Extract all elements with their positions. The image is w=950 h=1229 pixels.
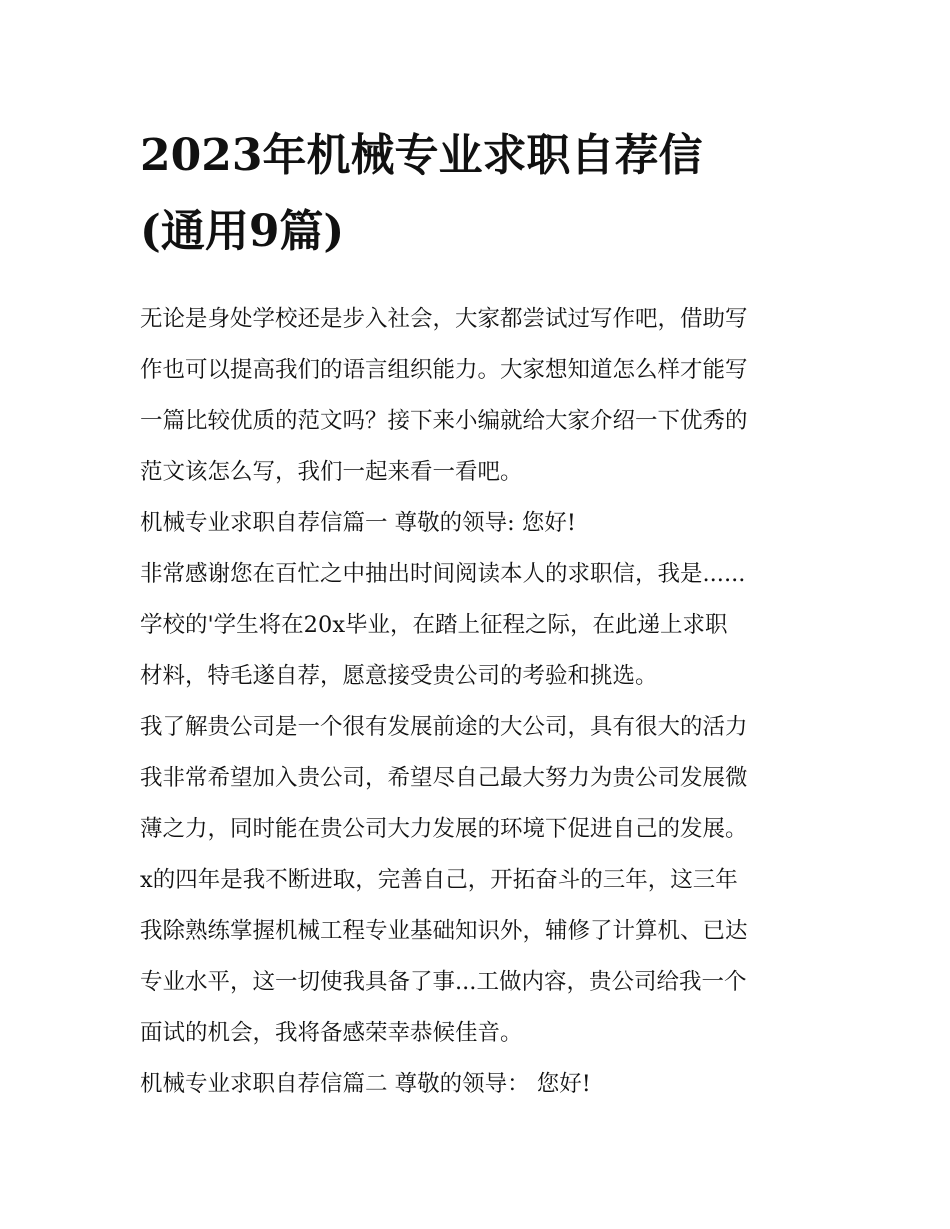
text-line: x的四年是我不断进取，完善自己，开拓奋斗的三年，这三年 xyxy=(140,867,738,893)
text-line: 专业水平，这一切使我具备了事...工做内容，贵公司给我一个 xyxy=(140,969,747,995)
letter-paragraph xyxy=(140,549,820,702)
section-heading-letter-2 xyxy=(140,1059,820,1110)
letter-paragraph xyxy=(140,702,820,855)
text-line: 机械专业求职自荐信篇一 尊敬的领导: 您好! xyxy=(140,510,576,536)
text-line: 我了解贵公司是一个很有发展前途的大公司，具有很大的活力 xyxy=(140,714,748,740)
text-line: 薄之力，同时能在贵公司大力发展的环境下促进自己的发展。 xyxy=(140,816,748,842)
text-line: 学校的'学生将在20x毕业，在踏上征程之际，在此递上求职 xyxy=(140,612,728,638)
text-line: 无论是身处学校还是步入社会，大家都尝试过写作吧，借助写 xyxy=(140,306,748,332)
text-line: 非常感谢您在百忙之中抽出时间阅读本人的求职信，我是...... xyxy=(140,561,746,587)
text-line: 机械专业求职自荐信篇二 尊敬的领导： 您好! xyxy=(140,1071,591,1097)
text-line: 一篇比较优质的范文吗？接下来小编就给大家介绍一下优秀的 xyxy=(140,408,748,434)
title-line: (通用9篇) xyxy=(140,206,345,257)
document-title xyxy=(140,118,820,270)
text-line: 作也可以提高我们的语言组织能力。大家想知道怎么样才能写 xyxy=(140,357,748,383)
text-line: 材料，特毛遂自荐，愿意接受贵公司的考验和挑选。 xyxy=(140,663,658,689)
title-line: 2023年机械专业求职自荐信 xyxy=(140,130,703,181)
intro-paragraph xyxy=(140,294,820,498)
text-line: 我非常希望加入贵公司，希望尽自己最大努力为贵公司发展微 xyxy=(140,765,748,791)
text-line: 范文该怎么写，我们一起来看一看吧。 xyxy=(140,459,523,485)
letter-paragraph xyxy=(140,855,820,1059)
document-body xyxy=(140,294,820,1110)
text-line: 我除熟练掌握机械工程专业基础知识外，辅修了计算机、已达 xyxy=(140,918,748,944)
section-heading-letter-1 xyxy=(140,498,820,549)
text-line: 面试的机会，我将备感荣幸恭候佳音。 xyxy=(140,1020,523,1046)
